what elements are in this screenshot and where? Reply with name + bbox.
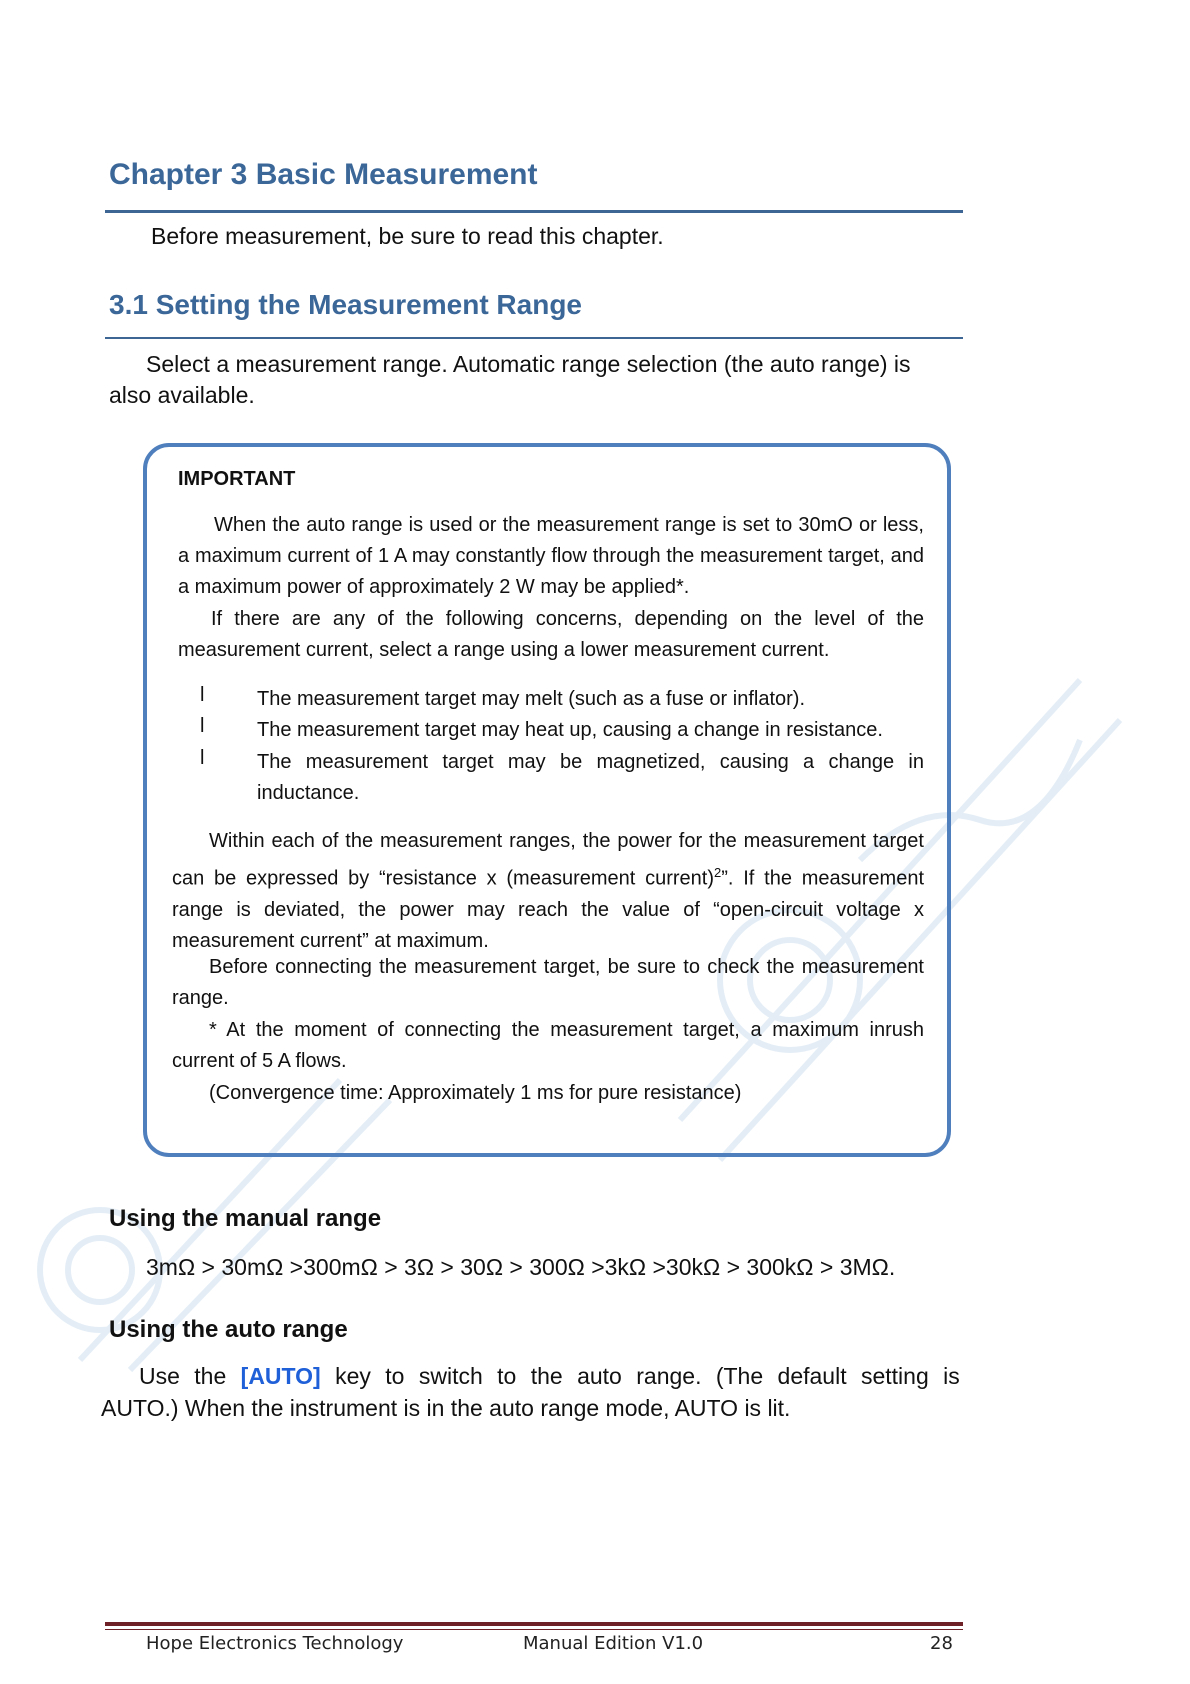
important-para-2: If there are any of the following concerns, depending on the level of the measurement current, select a range using a lower measurement current. — [178, 608, 924, 661]
section-para-line1: Select a measurement range. Automatic range selection (the auto range) is — [146, 351, 911, 377]
auto-range-heading: Using the auto range — [109, 1316, 348, 1343]
footer-rule-thin — [105, 1629, 963, 1630]
auto-range-text: Use the — [139, 1363, 241, 1389]
para-3-text: Within each of the measurement ranges, the power for the measurement target can be expressed by “resistance x (measurement current) — [172, 830, 924, 890]
bullet-item-3: The measurement target may be magnetized, causing a change in inductance. — [257, 751, 924, 804]
important-para-4: Before connecting the measurement target, be sure to check the measurement range. — [172, 956, 924, 1009]
para-3-text-cont: ”. If the measurement range is deviated, the power may reach the value of “open-circuit voltage x measurement current” at maximum. — [172, 867, 924, 952]
footer-company: Hope Electronics Technology — [146, 1633, 404, 1654]
superscript-two: 2 — [714, 865, 722, 880]
chapter-intro: Before measurement, be sure to read this chapter. — [151, 223, 664, 249]
section-title: 3.1 Setting the Measurement Range — [109, 289, 583, 320]
important-para-6: (Convergence time: Approximately 1 ms for pure resistance) — [209, 1082, 742, 1104]
manual-range-list: 3mΩ > 30mΩ >300mΩ > 3Ω > 30Ω > 300Ω >3kΩ >30kΩ > 300kΩ > 3MΩ. — [146, 1254, 896, 1280]
bullet-marker: l — [200, 684, 205, 706]
auto-range-text-cont: key to switch to the auto range. (The default setting is — [320, 1363, 960, 1389]
important-para-1: When the auto range is used or the measurement range is set to 30mO or less, a maximum current of 1 A may constantly flow through the measurement target, and a maximum power of approximately 2 W may be applied*. — [178, 514, 924, 598]
chapter-title: Chapter 3 Basic Measurement — [109, 158, 538, 191]
auto-range-line1 — [139, 1361, 963, 1392]
manual-range-heading: Using the manual range — [109, 1205, 382, 1232]
bullet-marker: l — [200, 747, 205, 769]
bullet-item-2: The measurement target may heat up, causing a change in resistance. — [257, 719, 883, 741]
important-heading: IMPORTANT — [178, 468, 296, 490]
footer-rule — [105, 1622, 963, 1626]
bullet-item-1: The measurement target may melt (such as a fuse or inflator). — [257, 688, 805, 710]
footer-edition: Manual Edition V1.0 — [523, 1633, 704, 1654]
bullet-marker: l — [200, 715, 205, 737]
chapter-rule — [105, 210, 963, 213]
section-para-line2: also available. — [109, 382, 255, 408]
important-para-3 — [172, 826, 924, 957]
footer-page-number: 28 — [930, 1633, 953, 1654]
important-para-5: * At the moment of connecting the measurement target, a maximum inrush current of 5 A flows. — [172, 1019, 924, 1072]
auto-key-label: [AUTO] — [240, 1363, 321, 1389]
auto-range-line2: AUTO.) When the instrument is in the auto range mode, AUTO is lit. — [101, 1395, 791, 1421]
section-rule — [105, 337, 963, 339]
